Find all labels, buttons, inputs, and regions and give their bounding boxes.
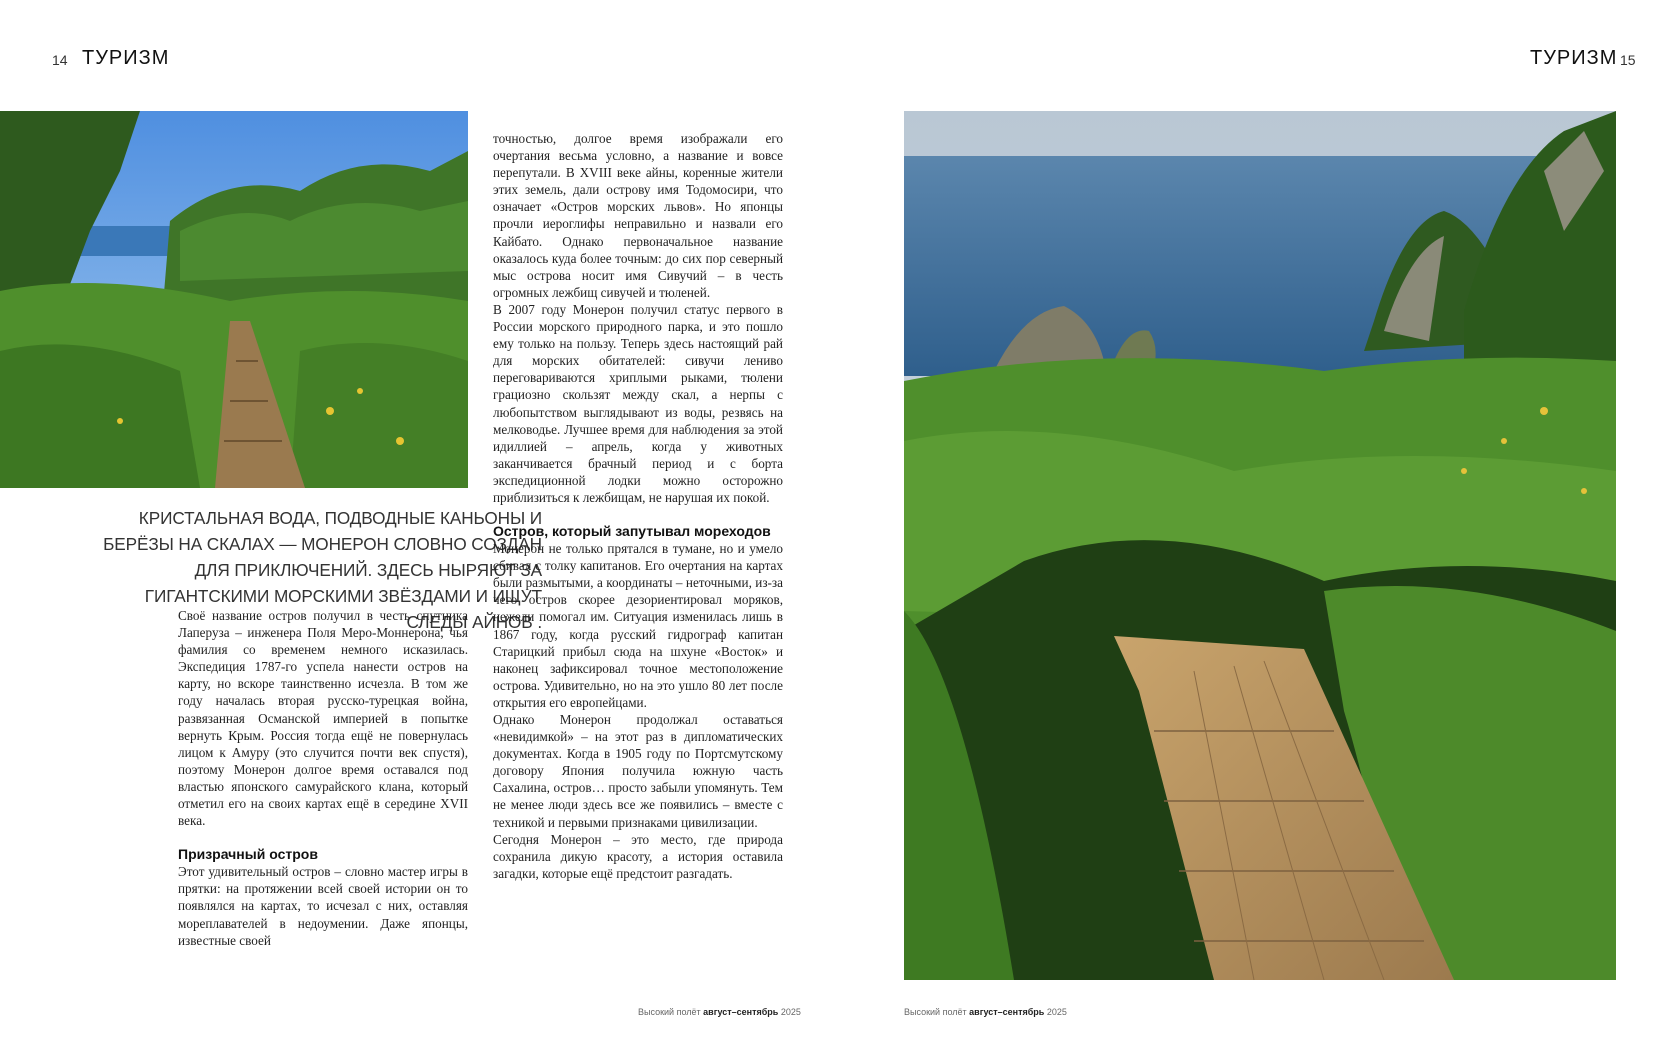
subheading-confusing-island: Остров, который запутывал мореходов <box>493 523 771 540</box>
left-section-title: ТУРИЗМ <box>82 47 170 69</box>
issue-months: август–сентябрь <box>703 1007 779 1017</box>
right-footer <box>904 1007 1067 1017</box>
coastal-boardwalk-photo <box>904 111 1616 980</box>
right-section-title: ТУРИЗМ <box>1530 47 1618 69</box>
paragraph: Однако Монерон продолжал оставаться «невидимкой» – на этот раз в дипломатических документах. Когда в 1905 году по Портсмутскому договору Япония получила южную часть Сахалина, остров… просто забыли упомянуть. Тем не менее люди здесь все же появились – вместе с техникой и первыми признаками цивилизации. <box>493 712 783 830</box>
issue-year: 2025 <box>780 1007 801 1017</box>
left-page-number: 14 <box>52 52 68 68</box>
paragraph: В 2007 году Монерон получил статус первого в России морского природного парка, и это пошло ему только на пользу. Теперь здесь настоящий рай для морских обитателей: сивучи лениво переговариваются хриплыми рыками, тюлени грациозно скользят между скал, а нерпы с любопытством выглядывают из воды, резвясь на мелководье. Лучшее время для наблюдения за этой идиллией – апрель, когда у животных заканчивается брачный период и с борта экспедиционной лодки можно осторожно приблизиться к лежбищам, не нарушая их покой. <box>493 301 783 505</box>
forest-boardwalk-photo <box>0 111 468 488</box>
paragraph: Этот удивительный остров – словно мастер игры в прятки: на протяжении всей своей истории он то появлялся на картах, то исчезал с них, оставляя мореплавателей в недоумении. Даже японцы, известные своей <box>178 864 468 948</box>
left-footer <box>638 1007 801 1017</box>
paragraph: Своё название остров получил в честь спутника Лаперуза – инженера Поля Меро-Моннерона, чья фамилия со временем немного исказилась. Экспедиция 1787-го успела нанести остров на карту, но вскоре таинственно исчезла. В том же году началась вторая русско-турецкая война, развязанная Османской империей в попытке вернуть Крым. Россия тогда ещё не повернулась лицом к Амуру (это случится почти век спустя), поэтому Монерон долгое время оставался под властью японского самурайского клана, который отметил его на своих картах ещё в середине XVII века. <box>178 608 468 829</box>
magazine-name: Высокий полёт <box>904 1007 967 1017</box>
right-page-number: 15 <box>1620 52 1636 68</box>
subheading-ghost-island: Призрачный остров <box>178 846 318 863</box>
lead-quote: КРИСТАЛЬНАЯ ВОДА, ПОДВОДНЫЕ КАНЬОНЫ И БЕРЁЗЫ НА СКАЛАХ — МОНЕРОН СЛОВНО СОЗДАН ДЛЯ ПРИКЛЮЧЕНИЙ. ЗДЕСЬ НЫРЯЮТ ЗА ГИГАНТСКИМИ МОРСКИМИ ЗВЁЗДАМИ И ИЩУТ СЛЕДЫ АЙНОВ . <box>103 508 542 632</box>
issue-months: август–сентябрь <box>969 1007 1045 1017</box>
paragraph: Сегодня Монерон – это место, где природа сохранила дикую красоту, а история оставила загадки, которые ещё предстоит разгадать. <box>493 831 783 881</box>
magazine-name: Высокий полёт <box>638 1007 701 1017</box>
paragraph: точностью, долгое время изображали его очертания весьма условно, а название и вовсе перепутали. В XVIII веке айны, коренные жители этих земель, дали острову имя Тодомосири, что означает «Остров морских львов». Но японцы прочли иероглифы неправильно и назвали его Кайбато. Однако первоначальное название оказалось куда более точным: до сих пор северный мыс острова носит имя Сивучий – в честь огромных лежбищ сивучей и тюленей. <box>493 131 783 300</box>
issue-year: 2025 <box>1046 1007 1067 1017</box>
paragraph: Монерон не только прятался в тумане, но и умело сбивал с толку капитанов. Его очертания на картах были размытыми, а координаты – неточными, из-за чего остров скорее дезориентировал моряков, нежели помогал им. Ситуация изменилась лишь в 1867 году, когда русский гидрограф капитан Старицкий прибыл сюда на шхуне «Восток» и наконец зафиксировал точное местоположение острова. Удивительно, но на это ушло 80 лет после открытия его европейцами. <box>493 541 783 710</box>
article-column-2 <box>493 130 783 882</box>
article-column-1 <box>178 607 468 949</box>
